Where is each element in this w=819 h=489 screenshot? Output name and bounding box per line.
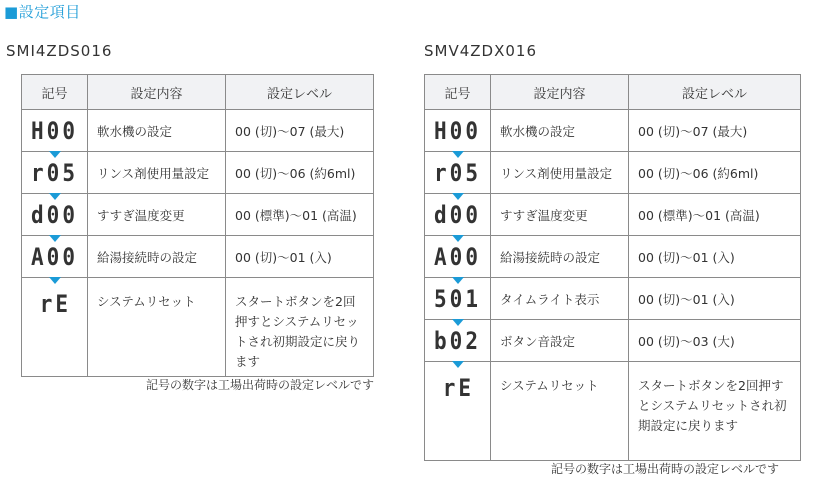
display-code: r05 xyxy=(425,152,491,194)
setting-level: 00 (切)～01 (入) xyxy=(226,236,374,278)
table-row xyxy=(22,152,374,194)
down-arrow-icon xyxy=(452,319,464,326)
setting-level: スタートボタンを2回押すとシステムリセットされ初期設定に戻ります xyxy=(629,362,801,461)
setting-name: 給湯接続時の設定 xyxy=(491,236,629,278)
down-arrow-icon xyxy=(49,151,61,158)
setting-level: 00 (切)～03 (大) xyxy=(629,320,801,362)
settings-table-right xyxy=(424,74,801,461)
display-code: d00 xyxy=(425,194,491,236)
header-code: 記号 xyxy=(425,75,491,110)
setting-level: 00 (切)～06 (約6ml) xyxy=(226,152,374,194)
setting-name: 軟水機の設定 xyxy=(88,110,226,152)
header-content: 設定内容 xyxy=(88,75,226,110)
square-bullet-icon: ■ xyxy=(4,3,19,21)
display-code: rE xyxy=(22,278,88,377)
down-arrow-icon xyxy=(452,277,464,284)
setting-name: システムリセット xyxy=(491,362,629,461)
table-row xyxy=(425,362,801,461)
display-code: d00 xyxy=(22,194,88,236)
setting-level: 00 (切)～01 (入) xyxy=(629,278,801,320)
setting-level: 00 (標準)～01 (高温) xyxy=(226,194,374,236)
table-header-row xyxy=(425,75,801,110)
setting-name: ボタン音設定 xyxy=(491,320,629,362)
setting-name: システムリセット xyxy=(88,278,226,377)
display-code: H00 xyxy=(425,110,491,152)
down-arrow-icon xyxy=(452,193,464,200)
header-level: 設定レベル xyxy=(226,75,374,110)
table-row xyxy=(425,110,801,152)
header-level: 設定レベル xyxy=(629,75,801,110)
setting-name: タイムライト表示 xyxy=(491,278,629,320)
setting-level: 00 (切)～06 (約6ml) xyxy=(629,152,801,194)
setting-level: 00 (切)～01 (入) xyxy=(629,236,801,278)
section-title-text: 設定項目 xyxy=(18,3,81,21)
display-code: b02 xyxy=(425,320,491,362)
display-code: A00 xyxy=(22,236,88,278)
table-row xyxy=(425,320,801,362)
table-header-row xyxy=(22,75,374,110)
display-code: rE xyxy=(425,362,491,461)
table-row xyxy=(425,278,801,320)
footnote-right: 記号の数字は工場出荷時の設定レベルです xyxy=(551,462,780,476)
setting-name: リンス剤使用量設定 xyxy=(491,152,629,194)
down-arrow-icon xyxy=(49,193,61,200)
down-arrow-icon xyxy=(452,235,464,242)
table-row xyxy=(425,152,801,194)
down-arrow-icon xyxy=(49,235,61,242)
display-code: H00 xyxy=(22,110,88,152)
section-title xyxy=(4,2,81,22)
setting-level: 00 (切)～07 (最大) xyxy=(226,110,374,152)
table-row xyxy=(22,110,374,152)
setting-level: 00 (標準)～01 (高温) xyxy=(629,194,801,236)
setting-name: すすぎ温度変更 xyxy=(88,194,226,236)
setting-level: 00 (切)～07 (最大) xyxy=(629,110,801,152)
display-code: 501 xyxy=(425,278,491,320)
footnote-left: 記号の数字は工場出荷時の設定レベルです xyxy=(146,378,375,392)
setting-name: リンス剤使用量設定 xyxy=(88,152,226,194)
header-code: 記号 xyxy=(22,75,88,110)
model-name-left: SMI4ZDS016 xyxy=(6,42,113,60)
table-row xyxy=(425,236,801,278)
setting-name: すすぎ温度変更 xyxy=(491,194,629,236)
setting-name: 給湯接続時の設定 xyxy=(88,236,226,278)
down-arrow-icon xyxy=(452,361,464,368)
table-row xyxy=(22,278,374,377)
setting-name: 軟水機の設定 xyxy=(491,110,629,152)
table-row xyxy=(425,194,801,236)
down-arrow-icon xyxy=(49,277,61,284)
display-code: r05 xyxy=(22,152,88,194)
down-arrow-icon xyxy=(452,151,464,158)
table-row xyxy=(22,236,374,278)
header-content: 設定内容 xyxy=(491,75,629,110)
settings-table-left xyxy=(21,74,374,377)
setting-level: スタートボタンを2回押すとシステムリセットされ初期設定に戻ります xyxy=(226,278,374,377)
display-code: A00 xyxy=(425,236,491,278)
table-row xyxy=(22,194,374,236)
model-name-right: SMV4ZDX016 xyxy=(424,42,538,60)
